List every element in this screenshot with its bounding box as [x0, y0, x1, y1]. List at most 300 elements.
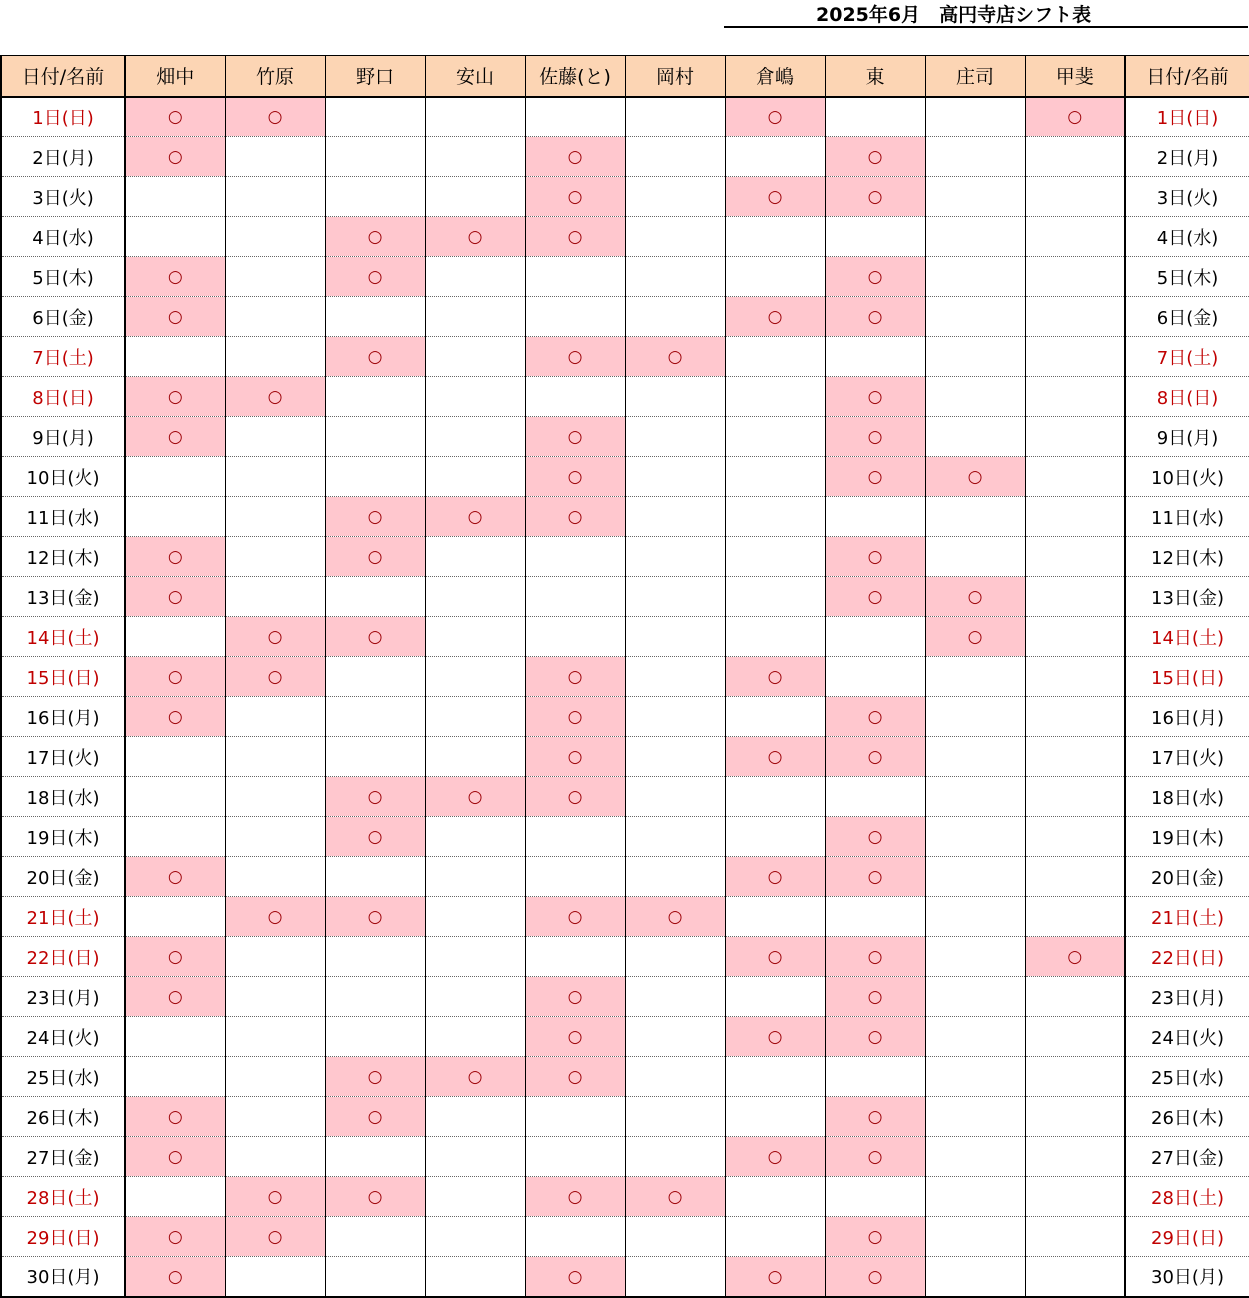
- shift-cell[interactable]: [525, 377, 625, 417]
- shift-cell[interactable]: [1025, 937, 1125, 977]
- shift-cell[interactable]: [725, 337, 825, 377]
- shift-cell[interactable]: [825, 537, 925, 577]
- shift-cell[interactable]: [225, 97, 325, 137]
- shift-cell[interactable]: [225, 737, 325, 777]
- shift-cell[interactable]: [625, 1217, 725, 1257]
- shift-cell[interactable]: [125, 937, 225, 977]
- shift-cell[interactable]: [825, 1137, 925, 1177]
- shift-cell[interactable]: [125, 1177, 225, 1217]
- shift-cell[interactable]: [825, 1017, 925, 1057]
- shift-cell[interactable]: [625, 617, 725, 657]
- shift-cell[interactable]: [725, 697, 825, 737]
- shift-cell[interactable]: [525, 457, 625, 497]
- shift-cell[interactable]: [425, 497, 525, 537]
- shift-cell[interactable]: [525, 1017, 625, 1057]
- shift-cell[interactable]: [725, 777, 825, 817]
- shift-cell[interactable]: [825, 937, 925, 977]
- shift-cell[interactable]: [325, 217, 425, 257]
- shift-cell[interactable]: [425, 537, 525, 577]
- shift-cell[interactable]: [825, 257, 925, 297]
- shift-cell[interactable]: [625, 137, 725, 177]
- shift-cell[interactable]: [925, 697, 1025, 737]
- shift-cell[interactable]: [225, 457, 325, 497]
- shift-cell[interactable]: [425, 217, 525, 257]
- shift-cell[interactable]: [1025, 177, 1125, 217]
- shift-cell[interactable]: [225, 337, 325, 377]
- shift-cell[interactable]: [625, 417, 725, 457]
- shift-cell[interactable]: [325, 617, 425, 657]
- shift-cell[interactable]: [325, 817, 425, 857]
- shift-cell[interactable]: [725, 217, 825, 257]
- shift-cell[interactable]: [125, 457, 225, 497]
- shift-cell[interactable]: [425, 657, 525, 697]
- shift-cell[interactable]: [125, 497, 225, 537]
- shift-cell[interactable]: [325, 697, 425, 737]
- shift-cell[interactable]: [825, 1097, 925, 1137]
- shift-cell[interactable]: [925, 1097, 1025, 1137]
- shift-cell[interactable]: [725, 377, 825, 417]
- shift-cell[interactable]: [625, 937, 725, 977]
- shift-cell[interactable]: [1025, 497, 1125, 537]
- shift-cell[interactable]: [1025, 857, 1125, 897]
- shift-cell[interactable]: [1025, 1177, 1125, 1217]
- shift-cell[interactable]: [625, 97, 725, 137]
- shift-cell[interactable]: [325, 257, 425, 297]
- shift-cell[interactable]: [1025, 897, 1125, 937]
- shift-cell[interactable]: [925, 817, 1025, 857]
- shift-cell[interactable]: [1025, 1137, 1125, 1177]
- shift-cell[interactable]: [625, 737, 725, 777]
- shift-cell[interactable]: [825, 977, 925, 1017]
- shift-cell[interactable]: [325, 457, 425, 497]
- shift-cell[interactable]: [325, 337, 425, 377]
- shift-cell[interactable]: [525, 1217, 625, 1257]
- shift-cell[interactable]: [125, 577, 225, 617]
- shift-cell[interactable]: [425, 897, 525, 937]
- shift-cell[interactable]: [825, 497, 925, 537]
- shift-cell[interactable]: [325, 377, 425, 417]
- shift-cell[interactable]: [825, 1177, 925, 1217]
- shift-cell[interactable]: [325, 657, 425, 697]
- shift-cell[interactable]: [525, 617, 625, 657]
- shift-cell[interactable]: [925, 177, 1025, 217]
- shift-cell[interactable]: [925, 777, 1025, 817]
- shift-cell[interactable]: [725, 1217, 825, 1257]
- shift-cell[interactable]: [625, 1257, 725, 1297]
- shift-cell[interactable]: [325, 857, 425, 897]
- shift-cell[interactable]: [725, 1097, 825, 1137]
- shift-cell[interactable]: [625, 457, 725, 497]
- shift-cell[interactable]: [425, 977, 525, 1017]
- shift-cell[interactable]: [925, 577, 1025, 617]
- shift-cell[interactable]: [525, 97, 625, 137]
- shift-cell[interactable]: [425, 1057, 525, 1097]
- shift-cell[interactable]: [725, 97, 825, 137]
- shift-cell[interactable]: [325, 937, 425, 977]
- shift-cell[interactable]: [225, 297, 325, 337]
- shift-cell[interactable]: [825, 897, 925, 937]
- shift-cell[interactable]: [1025, 697, 1125, 737]
- shift-cell[interactable]: [725, 897, 825, 937]
- shift-cell[interactable]: [425, 777, 525, 817]
- shift-cell[interactable]: [825, 337, 925, 377]
- shift-cell[interactable]: [525, 697, 625, 737]
- shift-cell[interactable]: [625, 337, 725, 377]
- shift-cell[interactable]: [925, 977, 1025, 1017]
- shift-cell[interactable]: [325, 1177, 425, 1217]
- shift-cell[interactable]: [225, 817, 325, 857]
- shift-cell[interactable]: [525, 937, 625, 977]
- shift-cell[interactable]: [425, 1257, 525, 1297]
- shift-cell[interactable]: [325, 777, 425, 817]
- shift-cell[interactable]: [1025, 297, 1125, 337]
- shift-cell[interactable]: [825, 217, 925, 257]
- shift-cell[interactable]: [625, 1137, 725, 1177]
- shift-cell[interactable]: [725, 257, 825, 297]
- shift-cell[interactable]: [125, 897, 225, 937]
- shift-cell[interactable]: [125, 1257, 225, 1297]
- shift-cell[interactable]: [225, 137, 325, 177]
- shift-cell[interactable]: [825, 657, 925, 697]
- shift-cell[interactable]: [225, 1057, 325, 1097]
- shift-cell[interactable]: [625, 1177, 725, 1217]
- shift-cell[interactable]: [325, 1217, 425, 1257]
- shift-cell[interactable]: [225, 897, 325, 937]
- shift-cell[interactable]: [125, 137, 225, 177]
- shift-cell[interactable]: [925, 137, 1025, 177]
- shift-cell[interactable]: [325, 1017, 425, 1057]
- shift-cell[interactable]: [425, 337, 525, 377]
- shift-cell[interactable]: [825, 777, 925, 817]
- shift-cell[interactable]: [825, 857, 925, 897]
- shift-cell[interactable]: [825, 817, 925, 857]
- shift-cell[interactable]: [925, 897, 1025, 937]
- shift-cell[interactable]: [725, 577, 825, 617]
- shift-cell[interactable]: [125, 857, 225, 897]
- shift-cell[interactable]: [625, 657, 725, 697]
- shift-cell[interactable]: [225, 537, 325, 577]
- shift-cell[interactable]: [825, 137, 925, 177]
- shift-cell[interactable]: [925, 377, 1025, 417]
- shift-cell[interactable]: [125, 737, 225, 777]
- shift-cell[interactable]: [1025, 417, 1125, 457]
- shift-cell[interactable]: [725, 977, 825, 1017]
- shift-cell[interactable]: [525, 497, 625, 537]
- shift-cell[interactable]: [125, 537, 225, 577]
- shift-cell[interactable]: [525, 977, 625, 1017]
- shift-cell[interactable]: [425, 937, 525, 977]
- shift-cell[interactable]: [225, 1177, 325, 1217]
- shift-cell[interactable]: [1025, 577, 1125, 617]
- shift-cell[interactable]: [725, 457, 825, 497]
- shift-cell[interactable]: [225, 1257, 325, 1297]
- shift-cell[interactable]: [725, 657, 825, 697]
- shift-cell[interactable]: [925, 497, 1025, 537]
- shift-cell[interactable]: [425, 1017, 525, 1057]
- shift-cell[interactable]: [325, 497, 425, 537]
- shift-cell[interactable]: [125, 1097, 225, 1137]
- shift-cell[interactable]: [925, 1217, 1025, 1257]
- shift-cell[interactable]: [625, 977, 725, 1017]
- shift-cell[interactable]: [325, 537, 425, 577]
- shift-cell[interactable]: [125, 1057, 225, 1097]
- shift-cell[interactable]: [125, 777, 225, 817]
- shift-cell[interactable]: [425, 1217, 525, 1257]
- shift-cell[interactable]: [425, 1097, 525, 1137]
- shift-cell[interactable]: [225, 1017, 325, 1057]
- shift-cell[interactable]: [625, 217, 725, 257]
- shift-cell[interactable]: [225, 777, 325, 817]
- shift-cell[interactable]: [525, 737, 625, 777]
- shift-cell[interactable]: [825, 297, 925, 337]
- shift-cell[interactable]: [725, 737, 825, 777]
- shift-cell[interactable]: [825, 97, 925, 137]
- shift-cell[interactable]: [725, 537, 825, 577]
- shift-cell[interactable]: [625, 537, 725, 577]
- shift-cell[interactable]: [125, 297, 225, 337]
- shift-cell[interactable]: [325, 137, 425, 177]
- shift-cell[interactable]: [225, 1097, 325, 1137]
- shift-cell[interactable]: [425, 1177, 525, 1217]
- shift-cell[interactable]: [325, 177, 425, 217]
- shift-cell[interactable]: [125, 377, 225, 417]
- shift-cell[interactable]: [725, 417, 825, 457]
- shift-cell[interactable]: [625, 177, 725, 217]
- shift-cell[interactable]: [925, 97, 1025, 137]
- shift-cell[interactable]: [425, 97, 525, 137]
- shift-cell[interactable]: [825, 1057, 925, 1097]
- shift-cell[interactable]: [325, 737, 425, 777]
- shift-cell[interactable]: [525, 657, 625, 697]
- shift-cell[interactable]: [525, 777, 625, 817]
- shift-cell[interactable]: [725, 1177, 825, 1217]
- shift-cell[interactable]: [225, 697, 325, 737]
- shift-cell[interactable]: [725, 817, 825, 857]
- shift-cell[interactable]: [625, 697, 725, 737]
- shift-cell[interactable]: [725, 1257, 825, 1297]
- shift-cell[interactable]: [925, 1257, 1025, 1297]
- shift-cell[interactable]: [925, 537, 1025, 577]
- shift-cell[interactable]: [925, 337, 1025, 377]
- shift-cell[interactable]: [225, 857, 325, 897]
- shift-cell[interactable]: [525, 817, 625, 857]
- shift-cell[interactable]: [225, 497, 325, 537]
- shift-cell[interactable]: [525, 1257, 625, 1297]
- shift-cell[interactable]: [525, 217, 625, 257]
- shift-cell[interactable]: [625, 577, 725, 617]
- shift-cell[interactable]: [625, 297, 725, 337]
- shift-cell[interactable]: [925, 457, 1025, 497]
- shift-cell[interactable]: [625, 497, 725, 537]
- shift-cell[interactable]: [825, 1257, 925, 1297]
- shift-cell[interactable]: [825, 737, 925, 777]
- shift-cell[interactable]: [425, 577, 525, 617]
- shift-cell[interactable]: [525, 1137, 625, 1177]
- shift-cell[interactable]: [725, 617, 825, 657]
- shift-cell[interactable]: [525, 1177, 625, 1217]
- shift-cell[interactable]: [225, 1137, 325, 1177]
- shift-cell[interactable]: [325, 297, 425, 337]
- shift-cell[interactable]: [725, 937, 825, 977]
- shift-cell[interactable]: [525, 857, 625, 897]
- shift-cell[interactable]: [1025, 977, 1125, 1017]
- shift-cell[interactable]: [425, 137, 525, 177]
- shift-cell[interactable]: [925, 937, 1025, 977]
- shift-cell[interactable]: [325, 577, 425, 617]
- shift-cell[interactable]: [425, 697, 525, 737]
- shift-cell[interactable]: [725, 1017, 825, 1057]
- shift-cell[interactable]: [825, 377, 925, 417]
- shift-cell[interactable]: [625, 897, 725, 937]
- shift-cell[interactable]: [725, 137, 825, 177]
- shift-cell[interactable]: [525, 177, 625, 217]
- shift-cell[interactable]: [225, 577, 325, 617]
- shift-cell[interactable]: [725, 497, 825, 537]
- shift-cell[interactable]: [425, 257, 525, 297]
- shift-cell[interactable]: [925, 857, 1025, 897]
- shift-cell[interactable]: [1025, 777, 1125, 817]
- shift-cell[interactable]: [525, 897, 625, 937]
- shift-cell[interactable]: [225, 657, 325, 697]
- shift-cell[interactable]: [925, 657, 1025, 697]
- shift-cell[interactable]: [1025, 617, 1125, 657]
- shift-cell[interactable]: [125, 1217, 225, 1257]
- shift-cell[interactable]: [1025, 537, 1125, 577]
- shift-cell[interactable]: [725, 177, 825, 217]
- shift-cell[interactable]: [325, 1137, 425, 1177]
- shift-cell[interactable]: [625, 857, 725, 897]
- shift-cell[interactable]: [625, 817, 725, 857]
- shift-cell[interactable]: [325, 1257, 425, 1297]
- shift-cell[interactable]: [225, 417, 325, 457]
- shift-cell[interactable]: [825, 177, 925, 217]
- shift-cell[interactable]: [425, 377, 525, 417]
- shift-cell[interactable]: [325, 1097, 425, 1137]
- shift-cell[interactable]: [425, 177, 525, 217]
- shift-cell[interactable]: [425, 617, 525, 657]
- shift-cell[interactable]: [925, 1177, 1025, 1217]
- shift-cell[interactable]: [625, 1097, 725, 1137]
- shift-cell[interactable]: [725, 1057, 825, 1097]
- shift-cell[interactable]: [1025, 217, 1125, 257]
- shift-cell[interactable]: [825, 697, 925, 737]
- shift-cell[interactable]: [1025, 337, 1125, 377]
- shift-cell[interactable]: [325, 977, 425, 1017]
- shift-cell[interactable]: [425, 457, 525, 497]
- shift-cell[interactable]: [1025, 1057, 1125, 1097]
- shift-cell[interactable]: [125, 217, 225, 257]
- shift-cell[interactable]: [925, 217, 1025, 257]
- shift-cell[interactable]: [525, 337, 625, 377]
- shift-cell[interactable]: [925, 617, 1025, 657]
- shift-cell[interactable]: [1025, 1097, 1125, 1137]
- shift-cell[interactable]: [225, 1217, 325, 1257]
- shift-cell[interactable]: [225, 617, 325, 657]
- shift-cell[interactable]: [1025, 817, 1125, 857]
- shift-cell[interactable]: [825, 577, 925, 617]
- shift-cell[interactable]: [825, 457, 925, 497]
- shift-cell[interactable]: [225, 217, 325, 257]
- shift-cell[interactable]: [625, 257, 725, 297]
- shift-cell[interactable]: [125, 657, 225, 697]
- shift-cell[interactable]: [1025, 1017, 1125, 1057]
- shift-cell[interactable]: [225, 177, 325, 217]
- shift-cell[interactable]: [1025, 97, 1125, 137]
- shift-cell[interactable]: [725, 297, 825, 337]
- shift-cell[interactable]: [125, 97, 225, 137]
- shift-cell[interactable]: [425, 417, 525, 457]
- shift-cell[interactable]: [425, 817, 525, 857]
- shift-cell[interactable]: [525, 1057, 625, 1097]
- shift-cell[interactable]: [225, 937, 325, 977]
- shift-cell[interactable]: [125, 177, 225, 217]
- shift-cell[interactable]: [1025, 1217, 1125, 1257]
- shift-cell[interactable]: [925, 297, 1025, 337]
- shift-cell[interactable]: [625, 377, 725, 417]
- shift-cell[interactable]: [825, 417, 925, 457]
- shift-cell[interactable]: [125, 257, 225, 297]
- shift-cell[interactable]: [125, 817, 225, 857]
- shift-cell[interactable]: [525, 537, 625, 577]
- shift-cell[interactable]: [125, 1137, 225, 1177]
- shift-cell[interactable]: [925, 257, 1025, 297]
- shift-cell[interactable]: [525, 297, 625, 337]
- shift-cell[interactable]: [825, 1217, 925, 1257]
- shift-cell[interactable]: [125, 697, 225, 737]
- shift-cell[interactable]: [1025, 457, 1125, 497]
- shift-cell[interactable]: [325, 897, 425, 937]
- shift-cell[interactable]: [525, 577, 625, 617]
- shift-cell[interactable]: [225, 257, 325, 297]
- shift-cell[interactable]: [125, 1017, 225, 1057]
- shift-cell[interactable]: [625, 1057, 725, 1097]
- shift-cell[interactable]: [425, 737, 525, 777]
- shift-cell[interactable]: [125, 977, 225, 1017]
- shift-cell[interactable]: [725, 1137, 825, 1177]
- shift-cell[interactable]: [425, 857, 525, 897]
- shift-cell[interactable]: [525, 137, 625, 177]
- shift-cell[interactable]: [225, 977, 325, 1017]
- shift-cell[interactable]: [1025, 1257, 1125, 1297]
- shift-cell[interactable]: [125, 337, 225, 377]
- shift-cell[interactable]: [525, 417, 625, 457]
- shift-cell[interactable]: [525, 257, 625, 297]
- shift-cell[interactable]: [225, 377, 325, 417]
- shift-cell[interactable]: [925, 1057, 1025, 1097]
- shift-cell[interactable]: [925, 1137, 1025, 1177]
- shift-cell[interactable]: [1025, 377, 1125, 417]
- shift-cell[interactable]: [925, 737, 1025, 777]
- shift-cell[interactable]: [325, 97, 425, 137]
- shift-cell[interactable]: [325, 1057, 425, 1097]
- shift-cell[interactable]: [1025, 657, 1125, 697]
- shift-cell[interactable]: [125, 417, 225, 457]
- shift-cell[interactable]: [325, 417, 425, 457]
- shift-cell[interactable]: [125, 617, 225, 657]
- shift-cell[interactable]: [925, 1017, 1025, 1057]
- shift-cell[interactable]: [425, 297, 525, 337]
- shift-cell[interactable]: [1025, 137, 1125, 177]
- shift-cell[interactable]: [725, 857, 825, 897]
- shift-cell[interactable]: [625, 1017, 725, 1057]
- shift-cell[interactable]: [1025, 737, 1125, 777]
- shift-cell[interactable]: [625, 777, 725, 817]
- shift-cell[interactable]: [525, 1097, 625, 1137]
- shift-cell[interactable]: [425, 1137, 525, 1177]
- shift-cell[interactable]: [825, 617, 925, 657]
- shift-cell[interactable]: [925, 417, 1025, 457]
- shift-cell[interactable]: [1025, 257, 1125, 297]
